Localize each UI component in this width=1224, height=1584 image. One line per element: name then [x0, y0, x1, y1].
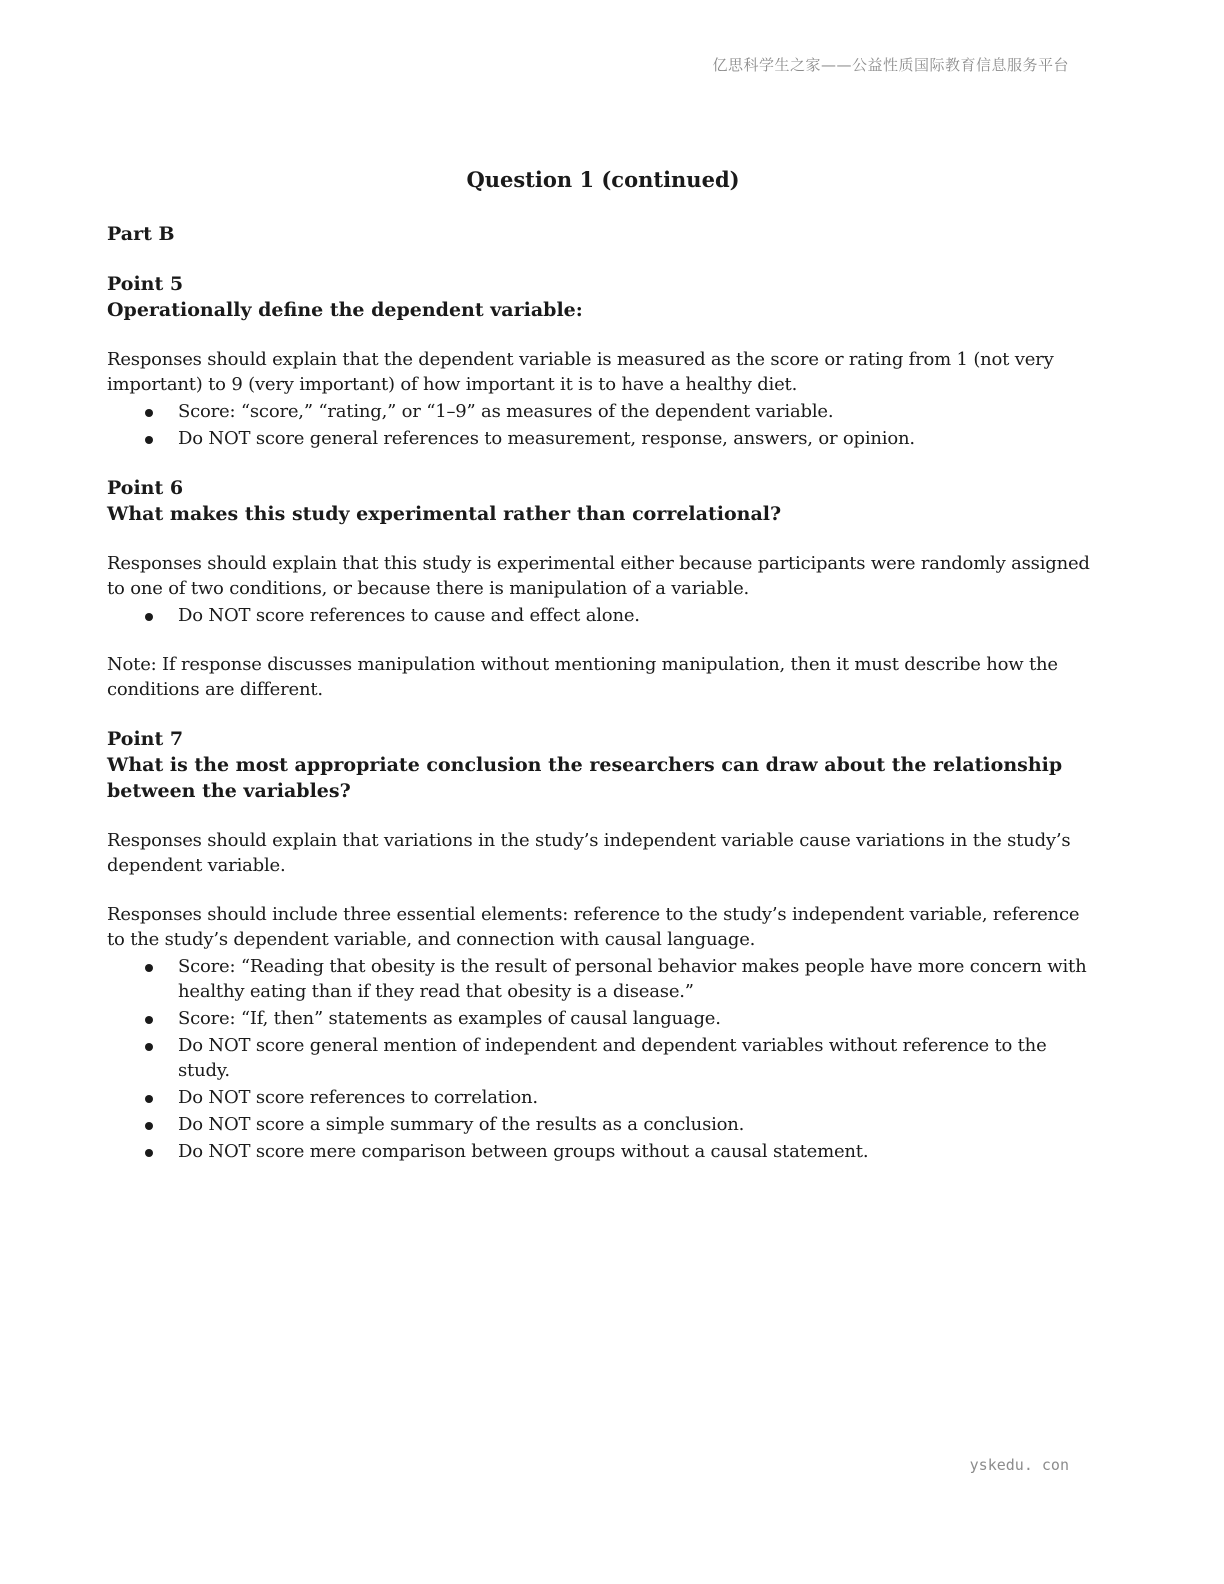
bullet-item [107, 603, 1099, 628]
point-paragraph: Responses should include three essential elements: reference to the study’s independent variable, reference to the study’s dependent variable, and connection with causal language. [107, 904, 1080, 950]
point-question: Operationally define the dependent variable: [107, 299, 583, 321]
point-label: Point 6 [107, 477, 184, 499]
bullet-text: Do NOT score references to cause and effect alone. [178, 605, 640, 626]
note-paragraph: Note: If response discusses manipulation without mentioning manipulation, then it must describe how the conditions are different. [107, 654, 1058, 700]
bullet-text: Do NOT score general references to measurement, response, answers, or opinion. [178, 428, 915, 449]
point-paragraph: Responses should explain that this study is experimental either because participants were randomly assigned to one of two conditions, or because there is manipulation of a variable. [107, 553, 1090, 599]
document-body [107, 165, 1099, 1188]
bullet-list [107, 954, 1099, 1164]
bullet-item [107, 1006, 1099, 1031]
bullet-item [107, 426, 1099, 451]
bullet-item [107, 954, 1099, 1004]
point-label: Point 5 [107, 273, 184, 295]
bullet-icon [145, 436, 153, 444]
point-label: Point 7 [107, 728, 184, 750]
bullet-item [107, 1085, 1099, 1110]
point-question: What makes this study experimental rather than correlational? [107, 503, 782, 525]
point-paragraph: Responses should explain that variations in the study’s independent variable cause variations in the study’s dependent variable. [107, 830, 1071, 876]
point-paragraph: Responses should explain that the dependent variable is measured as the score or rating from 1 (not very important) to 9 (very important) of how important it is to have a healthy diet. [107, 349, 1054, 395]
bullet-icon [145, 1043, 153, 1051]
page-title: Question 1 (continued) [466, 167, 740, 192]
header-watermark: 亿思科学生之家——公益性质国际教育信息服务平台 [712, 56, 1069, 74]
bullet-text: Score: “Reading that obesity is the result of personal behavior makes people have more concern with healthy eating than if they read that obesity is a disease.” [178, 956, 1087, 1002]
bullet-item [107, 1033, 1099, 1083]
bullet-text: Do NOT score references to correlation. [178, 1087, 538, 1108]
bullet-icon [145, 613, 153, 621]
part-heading: Part B [107, 223, 175, 245]
bullet-icon [145, 409, 153, 417]
point-6-section [107, 475, 1099, 702]
bullet-icon [145, 1149, 153, 1157]
footer-site: yskedu. con [969, 1456, 1069, 1474]
bullet-icon [145, 964, 153, 972]
bullet-icon [145, 1122, 153, 1130]
bullet-item [107, 1139, 1099, 1164]
bullet-text: Score: “score,” “rating,” or “1–9” as measures of the dependent variable. [178, 401, 834, 422]
bullet-text: Do NOT score general mention of independent and dependent variables without reference to the study. [178, 1035, 1047, 1081]
bullet-item [107, 399, 1099, 424]
point-5-section [107, 271, 1099, 451]
bullet-icon [145, 1095, 153, 1103]
bullet-list [107, 399, 1099, 451]
bullet-list [107, 603, 1099, 628]
bullet-text: Score: “If, then” statements as examples of causal language. [178, 1008, 721, 1029]
bullet-text: Do NOT score a simple summary of the results as a conclusion. [178, 1114, 745, 1135]
bullet-item [107, 1112, 1099, 1137]
bullet-icon [145, 1016, 153, 1024]
bullet-text: Do NOT score mere comparison between groups without a causal statement. [178, 1141, 869, 1162]
point-7-section [107, 726, 1099, 1164]
point-question: What is the most appropriate conclusion the researchers can draw about the relationship between the variables? [107, 754, 1063, 802]
